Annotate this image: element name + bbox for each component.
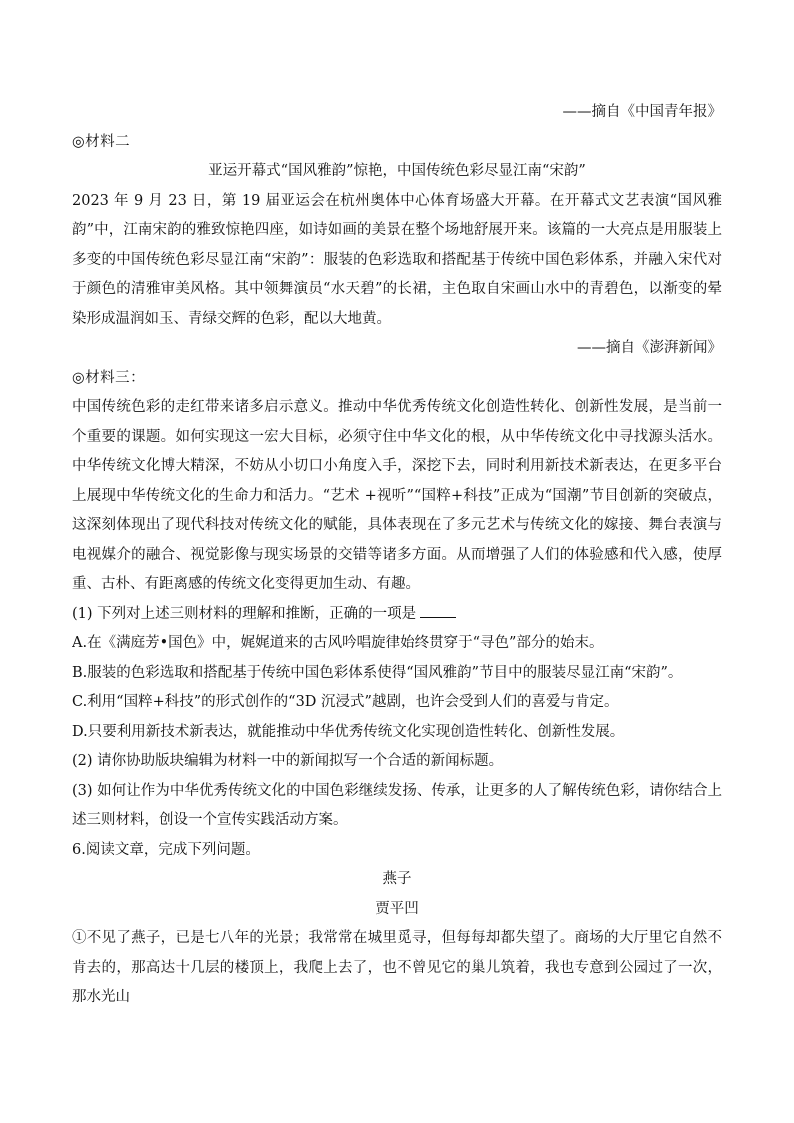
article-title: 燕子 [382,871,412,887]
article-author: 贾平凹 [375,900,419,917]
article-paragraph-1: ①不见了燕子，已是七八年的光景；我常常在城里觅寻，但每每却都失望了。商场的大厅里它自然不肯去的，那高达十几层的楼顶上，我爬上去了，也不曾见它的巢儿筑着，我也专意到公园过了一次，那水光山 [72,930,722,1005]
material3-label: ◎材料三： [72,369,146,386]
material2-title: 亚运开幕式“国风雅韵”惊艳，中国传统色彩尽显江南“宋韵” [208,163,586,179]
question-2: (2) 请你协助版块编辑为材料一中的新闻拟写一个合适的新闻标题。 [72,753,504,769]
question-3: (3) 如何让作为中华优秀传统文化的中国色彩继续发扬、传承，让更多的人了解传统色彩，请你结合上述三则材料，创设一个宣传实践活动方案。 [72,782,722,828]
document-page [72,98,722,1013]
material1-source: ——摘自《中国青年报》 [562,104,722,120]
section6-instruction: 6.阅读文章，完成下列问题。 [72,841,260,858]
answer-blank[interactable] [420,603,456,618]
material3-body: 中国传统色彩的走红带来诸多启示意义。推动中华优秀传统文化创造性转化、创新性发展，是当前一个重要的课题。如何实现这一宏大目标，必须守住中华文化的根，从中华传统文化中寻找源头活水。中华传统文化博大精深，不妨从小切口小角度入手，深挖下去，同时利用新技术新表达，在更多平台上展现中华传统文化的生命力和活力。“艺术 +视听”“国粹+科技”正成为“国潮”节目创新的突破点，这深刻体现出了现代科技对传统文化的赋能，具体表现在了多元艺术与传统文化的嫁接、舞台表演与电视媒介的融合、视觉影像与现实场景的交错等诸多方面。从而增强了人们的体验感和代入感，使厚重、古朴、有距离感的传统文化变得更加生动、有趣。 [72,399,722,592]
option-d: D.只要利用新技术新表达，就能推动中华优秀传统文化实现创造性转化、创新性发展。 [72,723,625,740]
option-c: C.利用“国粹+科技”的形式创作的“3D 沉浸式”越剧，也许会受到人们的喜爱与肯定。 [72,694,619,710]
question-1-text: (1) 下列对上述三则材料的理解和推断，正确的一项是 [72,605,417,622]
option-b: B.服装的色彩选取和搭配基于传统中国色彩体系使得“国风雅韵”节目中的服装尽显江南“宋韵”。 [72,664,683,681]
material2-body: 2023 年 9 月 23 日，第 19 届亚运会在杭州奥体中心体育场盛大开幕。在开幕式文艺表演“国风雅韵”中，江南宋韵的雅致惊艳四座，如诗如画的美景在整个场地舒展开来。该篇的一大亮点是用服装上多变的中国传统色彩尽显江南“宋韵”：服装的色彩选取和搭配基于传统中国色彩体系，并融入宋代对于颜色的清雅审美风格。其中领舞演员“水天碧”的长裙，主色取自宋画山水中的青碧色，以渐变的晕染形成温润如玉、青绿交辉的色彩，配以大地黄。 [72,192,722,327]
material2-source: ——摘自《澎湃新闻》 [577,340,722,356]
question-1 [72,600,722,630]
option-a: A.在《满庭芳•国色》中，娓娓道来的古风吟唱旋律始终贯穿于“寻色”部分的始末。 [72,635,604,651]
material2-label: ◎材料二 [72,133,131,150]
